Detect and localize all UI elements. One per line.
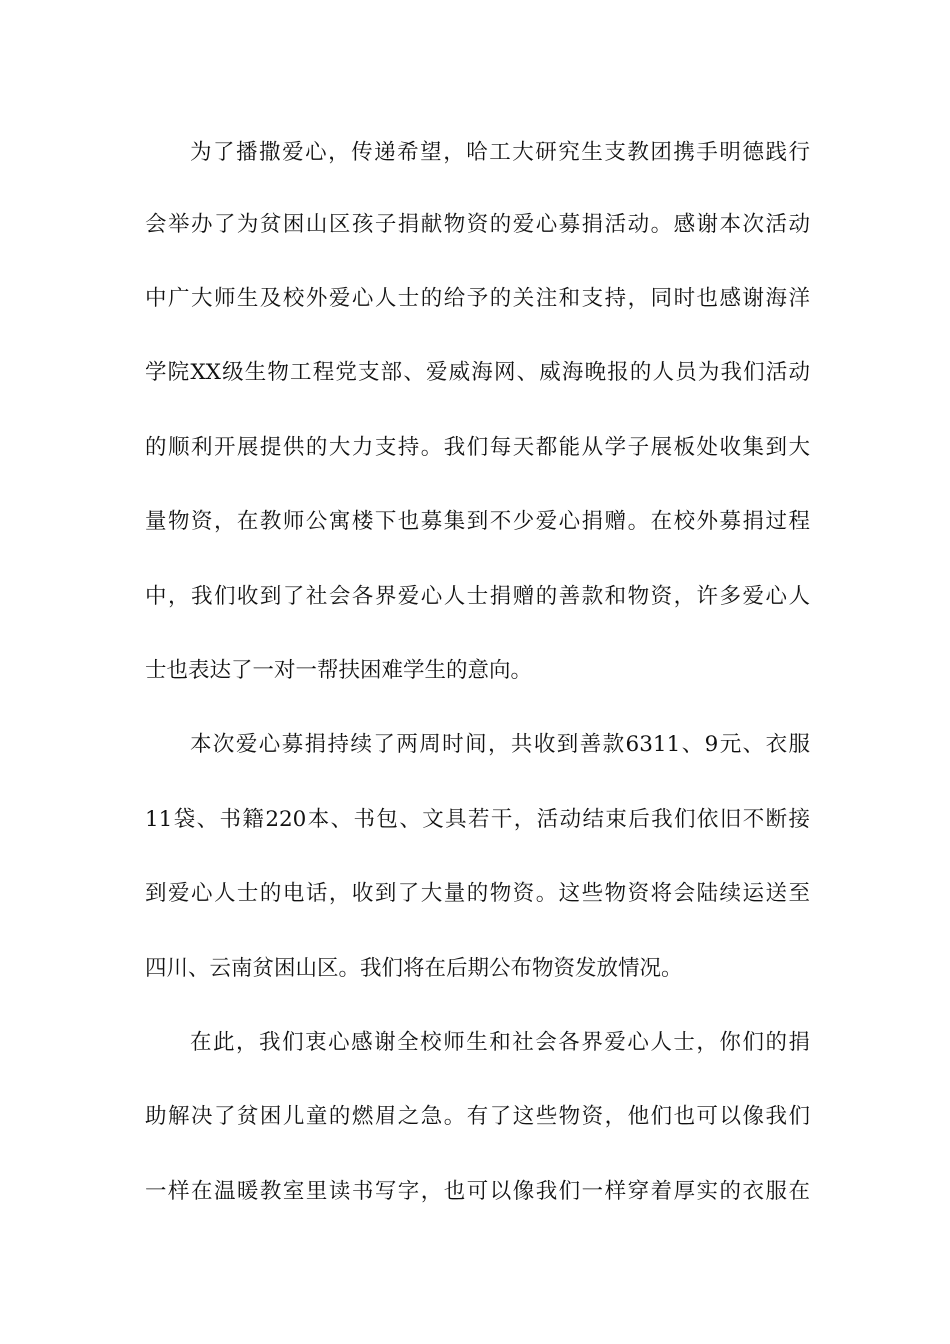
paragraph-1-line-6: 量物资，在教师公寓楼下也募集到不少爱心捐赠。在校外募捐过程: [145, 509, 810, 534]
paragraph-1-line-4: 学院XX级生物工程党支部、爱威海网、威海晚报的人员为我们活动: [145, 360, 810, 385]
paragraph-2-line-2: 11袋、书籍220本、书包、文具若干，活动结束后我们依旧不断接: [145, 807, 810, 832]
paragraph-1-line-2: 会举办了为贫困山区孩子捐献物资的爱心募捐活动。感谢本次活动: [145, 212, 810, 237]
paragraph-3-line-2: 助解决了贫困儿童的燃眉之急。有了这些物资，他们也可以像我们: [145, 1104, 810, 1129]
paragraph-3-line-1: 在此，我们衷心感谢全校师生和社会各界爱心人士，你们的捐: [190, 1030, 810, 1055]
paragraph-1-line-5: 的顺利开展提供的大力支持。我们每天都能从学子展板处收集到大: [145, 435, 810, 460]
paragraph-2-line-1: 本次爱心募捐持续了两周时间，共收到善款6311、9元、衣服: [190, 732, 810, 757]
paragraph-2-line-4: 四川、云南贫困山区。我们将在后期公布物资发放情况。: [145, 956, 683, 981]
paragraph-1-line-7: 中，我们收到了社会各界爱心人士捐赠的善款和物资，许多爱心人: [145, 584, 810, 609]
paragraph-2-line-3: 到爱心人士的电话，收到了大量的物资。这些物资将会陆续运送至: [145, 881, 810, 906]
paragraph-1-line-3: 中广大师生及校外爱心人士的给予的关注和支持，同时也感谢海洋: [145, 286, 810, 311]
paragraph-1-line-1: 为了播撒爱心，传递希望，哈工大研究生支教团携手明德践行: [190, 140, 810, 165]
paragraph-1-line-8: 士也表达了一对一帮扶困难学生的意向。: [145, 658, 533, 683]
paragraph-3-line-3: 一样在温暖教室里读书写字，也可以像我们一样穿着厚实的衣服在: [145, 1179, 810, 1204]
